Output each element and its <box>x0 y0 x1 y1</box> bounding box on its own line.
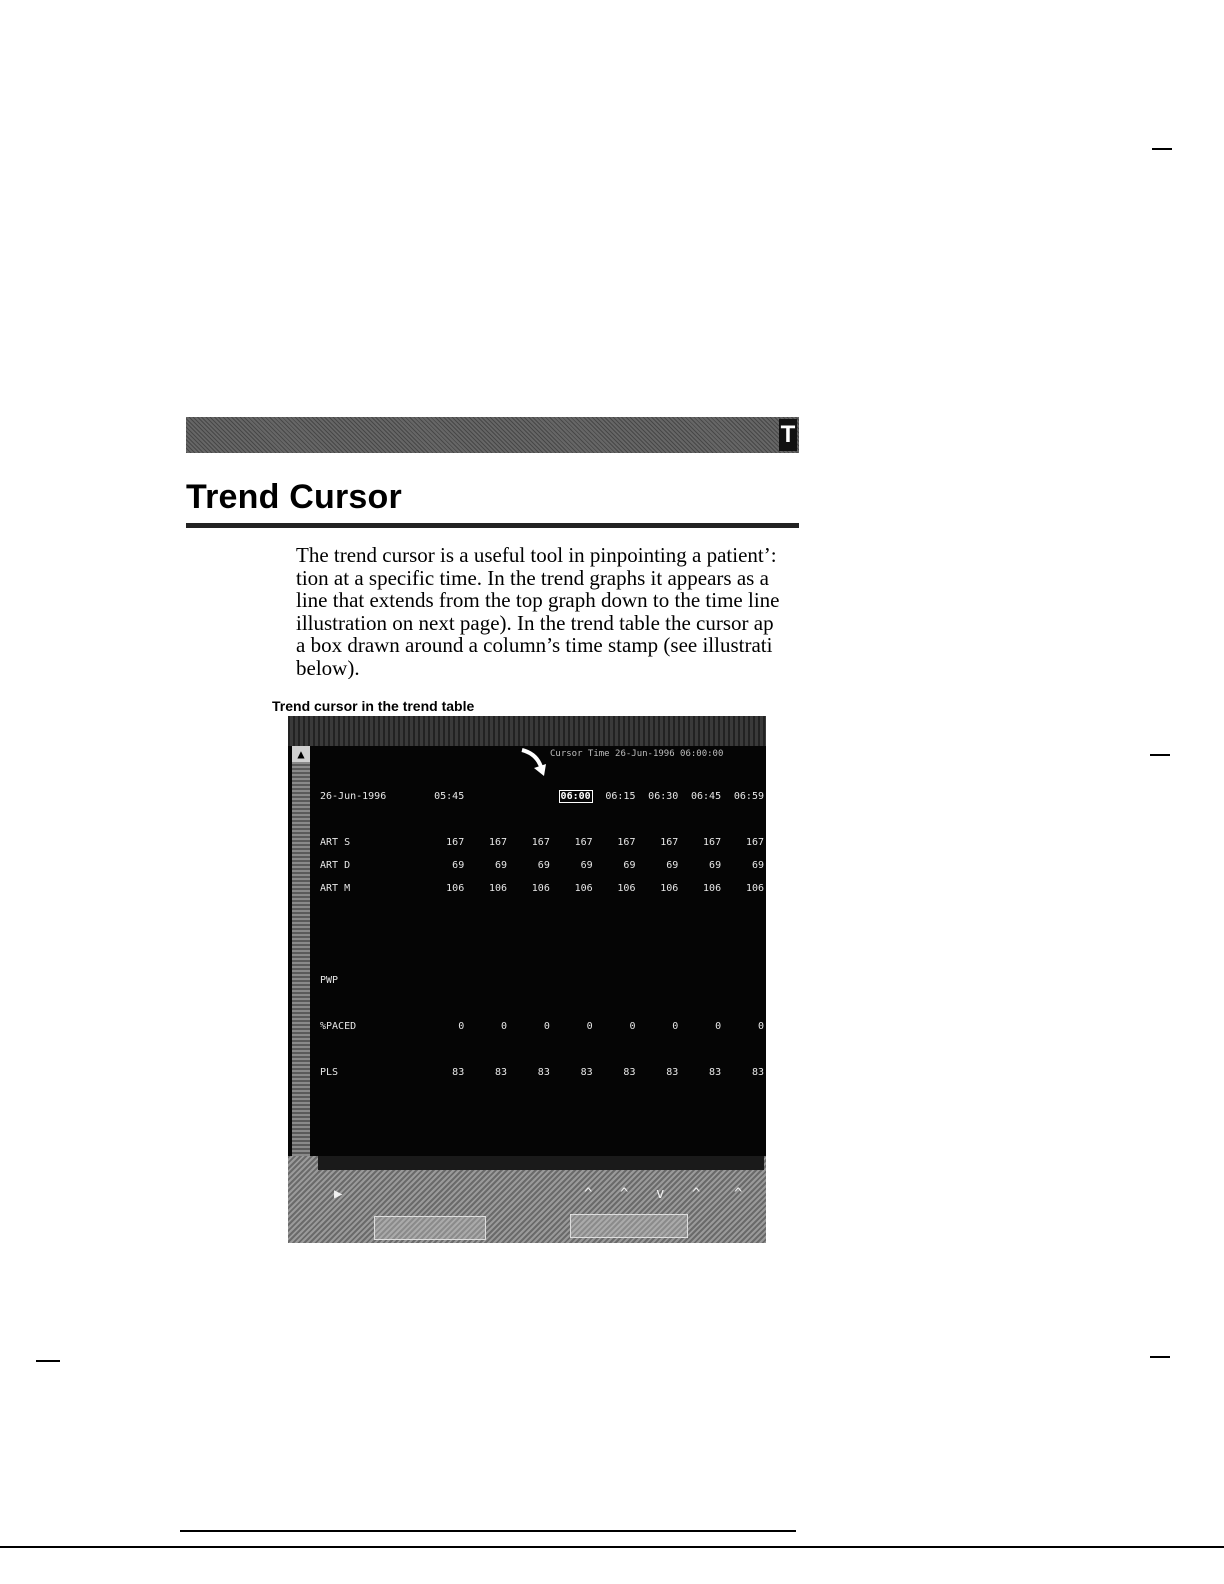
margin-mark <box>36 1360 60 1362</box>
value-cell: 0 <box>629 1021 636 1032</box>
value-cell: 0 <box>586 1021 593 1032</box>
value-cell <box>593 1038 636 1061</box>
value-cell <box>464 900 507 923</box>
value-cell <box>635 808 678 831</box>
body-line: a box drawn around a column’s time stamp (see illustrati <box>296 633 773 657</box>
value-cell: 69 <box>494 860 508 871</box>
margin-mark <box>1150 1356 1170 1358</box>
value-cell <box>550 946 593 969</box>
value-cell <box>507 992 550 1015</box>
table-row <box>316 1130 764 1153</box>
value-cell <box>593 1130 636 1153</box>
value-cell: 69 <box>709 860 722 871</box>
parameter-label <box>316 946 421 969</box>
value-cell <box>721 992 764 1015</box>
value-cell <box>507 1107 550 1130</box>
value-cell <box>678 992 721 1015</box>
body-line: illustration on next page). In the trend table the cursor ap <box>296 610 774 635</box>
body-line: line that extends from the top graph down to the time line <box>296 588 780 612</box>
parameter-label: PLS <box>320 1067 339 1078</box>
value-cell: 167 <box>660 837 679 848</box>
time-stamp: 06:45 <box>690 790 722 802</box>
table-header-row <box>316 784 764 808</box>
footer-rule <box>0 1546 1224 1548</box>
value-cell <box>635 992 678 1015</box>
value-cell <box>464 1084 507 1107</box>
value-cell <box>635 969 678 992</box>
table-row <box>316 1015 764 1038</box>
value-cell <box>507 808 550 831</box>
value-cell <box>721 900 764 923</box>
parameter-label <box>316 900 421 923</box>
value-cell <box>421 923 464 946</box>
table-row <box>316 1084 764 1107</box>
value-cell: 106 <box>488 883 508 894</box>
value-cell <box>550 992 593 1015</box>
value-cell: 106 <box>617 883 636 894</box>
value-cell: 69 <box>580 860 593 871</box>
parameter-label: ART M <box>320 883 351 894</box>
parameter-label <box>316 992 421 1015</box>
value-cell <box>635 1130 678 1153</box>
title-rule <box>186 523 799 528</box>
margin-mark <box>1150 754 1170 756</box>
table-row <box>316 831 764 854</box>
value-cell: 167 <box>703 837 722 848</box>
trend-cursor-box: 06:00 <box>560 790 591 802</box>
value-cell <box>507 1084 550 1107</box>
table-row <box>316 1107 764 1130</box>
value-cell <box>721 808 764 831</box>
value-cell <box>721 1038 764 1061</box>
time-stamp-cell[interactable] <box>593 784 636 808</box>
time-stamp: 06:59 <box>733 790 764 802</box>
value-cell: 0 <box>715 1021 722 1032</box>
value-cell: 106 <box>446 883 465 894</box>
value-cell: 69 <box>452 860 465 871</box>
value-cell <box>593 969 636 992</box>
screen-top-bar <box>288 716 766 746</box>
value-cell <box>678 946 721 969</box>
screen-bottom-panel <box>288 1156 766 1243</box>
trend-table <box>316 784 764 1153</box>
value-cell: 106 <box>574 883 593 894</box>
value-cell <box>593 1107 636 1130</box>
parameter-label <box>316 923 421 946</box>
value-cell: 106 <box>531 883 550 894</box>
value-cell <box>550 1130 593 1153</box>
value-cell: 83 <box>623 1067 636 1078</box>
time-stamp: 05:45 <box>434 790 465 802</box>
value-cell: 167 <box>745 837 764 848</box>
value-cell: 0 <box>672 1021 679 1032</box>
value-cell: 69 <box>623 860 636 871</box>
value-cell: 106 <box>660 883 679 894</box>
date-cell: 26-Jun-1996 <box>320 790 387 802</box>
cursor-arrow-icon <box>518 746 552 780</box>
value-cell <box>593 992 636 1015</box>
value-cell <box>464 992 507 1015</box>
parameter-label: PWP <box>320 975 339 986</box>
down-icon: v <box>656 1186 665 1202</box>
body-paragraph <box>296 544 799 679</box>
up-icon: ^ <box>734 1186 743 1202</box>
table-row <box>316 1038 764 1061</box>
value-cell <box>464 946 507 969</box>
value-cell <box>464 808 507 831</box>
value-cell <box>550 969 593 992</box>
value-cell <box>421 808 464 831</box>
value-cell <box>593 1084 636 1107</box>
value-cell <box>550 808 593 831</box>
value-cell <box>593 808 636 831</box>
cursor-time-label: Cursor Time 26-Jun-1996 06:00:00 <box>550 749 724 759</box>
table-row <box>316 969 764 992</box>
body-line: The trend cursor is a useful tool in pinpointing a patient’: <box>296 544 777 567</box>
table-row <box>316 946 764 969</box>
value-cell <box>550 900 593 923</box>
time-stamp-cell[interactable] <box>635 784 678 808</box>
time-stamp-cell[interactable] <box>464 784 507 808</box>
value-cell: 83 <box>751 1067 764 1078</box>
trend-table-screenshot <box>288 716 766 1243</box>
parameter-label <box>316 1107 421 1130</box>
time-stamp-cell[interactable] <box>550 784 593 808</box>
value-cell <box>550 923 593 946</box>
body-line: below). <box>296 655 360 679</box>
value-cell: 0 <box>501 1021 508 1032</box>
parameter-label: ART D <box>320 860 351 871</box>
flag-icon: ▶ <box>334 1186 343 1202</box>
value-cell <box>421 992 464 1015</box>
value-cell <box>678 808 721 831</box>
value-cell <box>721 1107 764 1130</box>
value-cell: 167 <box>617 837 636 848</box>
value-cell <box>421 1107 464 1130</box>
value-cell: 83 <box>537 1067 550 1078</box>
margin-mark <box>1152 148 1172 150</box>
value-cell <box>507 946 550 969</box>
screen-button <box>570 1214 688 1238</box>
scroll-up-icon: ▲ <box>292 746 310 762</box>
time-stamp-cell[interactable] <box>507 784 550 808</box>
parameter-label <box>316 1084 421 1107</box>
value-cell: 167 <box>488 837 508 848</box>
value-cell <box>721 969 764 992</box>
value-cell <box>464 969 507 992</box>
value-cell <box>550 1084 593 1107</box>
value-cell <box>421 900 464 923</box>
value-cell <box>678 1084 721 1107</box>
table-row <box>316 877 764 900</box>
value-cell: 69 <box>666 860 679 871</box>
value-cell: 69 <box>537 860 550 871</box>
value-cell: 83 <box>452 1067 465 1078</box>
parameter-label: %PACED <box>320 1021 357 1032</box>
value-cell <box>593 946 636 969</box>
value-cell <box>593 923 636 946</box>
time-stamp-cell[interactable] <box>678 784 721 808</box>
value-cell <box>678 1107 721 1130</box>
value-cell <box>678 900 721 923</box>
value-cell: 106 <box>745 883 764 894</box>
value-cell: 167 <box>531 837 550 848</box>
up-icon: ^ <box>620 1186 629 1202</box>
up-icon: ^ <box>584 1186 593 1202</box>
time-stamp-cell[interactable] <box>721 784 764 808</box>
value-cell <box>464 1038 507 1061</box>
value-cell: 83 <box>580 1067 593 1078</box>
table-row <box>316 992 764 1015</box>
table-row <box>316 900 764 923</box>
value-cell: 106 <box>703 883 722 894</box>
parameter-label <box>316 1130 421 1153</box>
value-cell <box>507 1130 550 1153</box>
vertical-scrollbar <box>292 746 310 1176</box>
value-cell <box>678 1038 721 1061</box>
value-cell <box>421 946 464 969</box>
value-cell <box>635 900 678 923</box>
up-icon: ^ <box>692 1186 701 1202</box>
value-cell <box>721 923 764 946</box>
value-cell: 83 <box>494 1067 508 1078</box>
value-cell <box>550 1107 593 1130</box>
parameter-label: ART S <box>320 837 351 848</box>
value-cell: 69 <box>751 860 764 871</box>
value-cell <box>635 923 678 946</box>
value-cell <box>421 969 464 992</box>
value-cell: 83 <box>709 1067 722 1078</box>
value-cell <box>507 969 550 992</box>
body-line: tion at a specific time. In the trend graphs it appears as a <box>296 565 769 590</box>
value-cell <box>721 946 764 969</box>
page-title: Trend Cursor <box>186 478 402 516</box>
value-cell <box>550 1038 593 1061</box>
parameter-label <box>316 1038 421 1061</box>
parameter-label <box>316 808 421 831</box>
time-stamp: 06:15 <box>605 790 636 802</box>
section-tab-letter: T <box>779 419 797 451</box>
value-cell <box>507 1038 550 1061</box>
value-cell <box>635 1084 678 1107</box>
value-cell <box>678 1130 721 1153</box>
value-cell: 0 <box>458 1021 465 1032</box>
section-header-band <box>186 417 799 453</box>
table-row <box>316 923 764 946</box>
screen-button <box>374 1216 486 1240</box>
value-cell: 83 <box>666 1067 679 1078</box>
value-cell <box>721 1084 764 1107</box>
footer-rule <box>180 1530 796 1532</box>
value-cell: 0 <box>757 1021 764 1032</box>
value-cell <box>721 1130 764 1153</box>
figure-caption: Trend cursor in the trend table <box>272 698 475 714</box>
value-cell <box>593 900 636 923</box>
table-row <box>316 854 764 877</box>
time-strip <box>318 1156 764 1170</box>
value-cell <box>421 1130 464 1153</box>
table-row <box>316 1061 764 1084</box>
value-cell <box>464 1107 507 1130</box>
value-cell <box>635 1107 678 1130</box>
value-cell <box>635 1038 678 1061</box>
value-cell: 0 <box>543 1021 550 1032</box>
value-cell: 167 <box>574 837 593 848</box>
value-cell <box>507 923 550 946</box>
value-cell <box>678 923 721 946</box>
value-cell <box>635 946 678 969</box>
value-cell: 167 <box>446 837 465 848</box>
value-cell <box>421 1084 464 1107</box>
value-cell <box>507 900 550 923</box>
value-cell <box>421 1038 464 1061</box>
value-cell <box>464 1130 507 1153</box>
value-cell <box>678 969 721 992</box>
time-stamp-cell[interactable] <box>421 784 464 808</box>
table-row <box>316 808 764 831</box>
time-stamp: 06:30 <box>648 790 679 802</box>
value-cell <box>464 923 507 946</box>
